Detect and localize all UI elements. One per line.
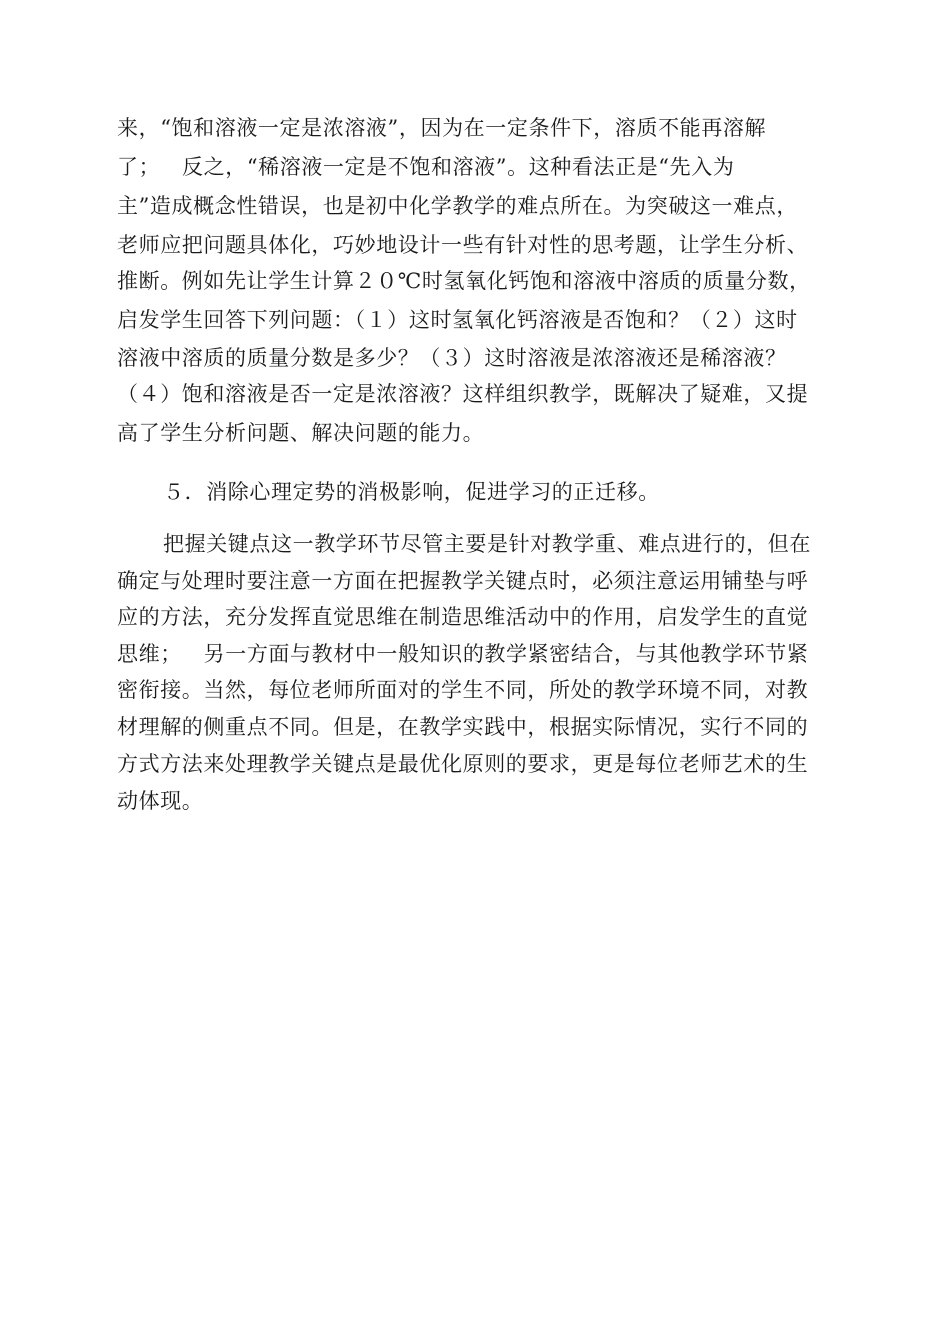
paragraph-2-line-6: 材理解的侧重点不同。但是，在教学实践中，根据实际情况，实行不同的 bbox=[117, 715, 809, 739]
paragraph-2-line-4: 思维； 另一方面与教材中一般知识的教学紧密结合，与其他教学环节紧 bbox=[117, 642, 809, 666]
paragraph-1-line-6: 启发学生回答下列问题：（１）这时氢氧化钙溶液是否饱和？（２）这时 bbox=[117, 308, 798, 332]
paragraph-2-line-8: 动体现。 bbox=[117, 789, 204, 813]
paragraph-1-line-9: 高了学生分析问题、解决问题的能力。 bbox=[117, 421, 485, 445]
paragraph-2-line-7: 方式方法来处理教学关键点是最优化原则的要求，更是每位老师艺术的生 bbox=[117, 752, 809, 776]
paragraph-2-line-1: 把握关键点这一教学环节尽管主要是针对教学重、难点进行的，但在 bbox=[163, 532, 811, 556]
section-heading-5: ５．消除心理定势的消极影响，促进学习的正迁移。 bbox=[163, 480, 660, 504]
paragraph-2-line-2: 确定与处理时要注意一方面在把握教学关键点时，必须注意运用铺垫与呼 bbox=[117, 569, 809, 593]
paragraph-1-line-8: （４）饱和溶液是否一定是浓溶液？这样组织教学，既解决了疑难，又提 bbox=[117, 382, 809, 406]
paragraph-1-line-7: 溶液中溶质的质量分数是多少？（３）这时溶液是浓溶液还是稀溶液？ bbox=[117, 346, 787, 370]
paragraph-2-line-5: 密衔接。当然，每位老师所面对的学生不同，所处的教学环境不同，对教 bbox=[117, 678, 809, 702]
paragraph-2-line-3: 应的方法，充分发挥直觉思维在制造思维活动中的作用，启发学生的直觉 bbox=[117, 605, 809, 629]
paragraph-1-line-3: 主”造成概念性错误，也是初中化学教学的难点所在。为突破这一难点， bbox=[117, 194, 798, 218]
paragraph-1-line-2: 了； 反之，“稀溶液一定是不饱和溶液”。这种看法正是“先入为 bbox=[117, 155, 735, 179]
paragraph-1-line-4: 老师应把问题具体化，巧妙地设计一些有针对性的思考题，让学生分析、 bbox=[117, 233, 809, 257]
paragraph-1-line-1: 来，“饱和溶液一定是浓溶液”，因为在一定条件下，溶质不能再溶解 bbox=[117, 116, 767, 140]
paragraph-1-line-5: 推断。例如先让学生计算２０℃时氢氧化钙饱和溶液中溶质的质量分数， bbox=[117, 269, 811, 293]
